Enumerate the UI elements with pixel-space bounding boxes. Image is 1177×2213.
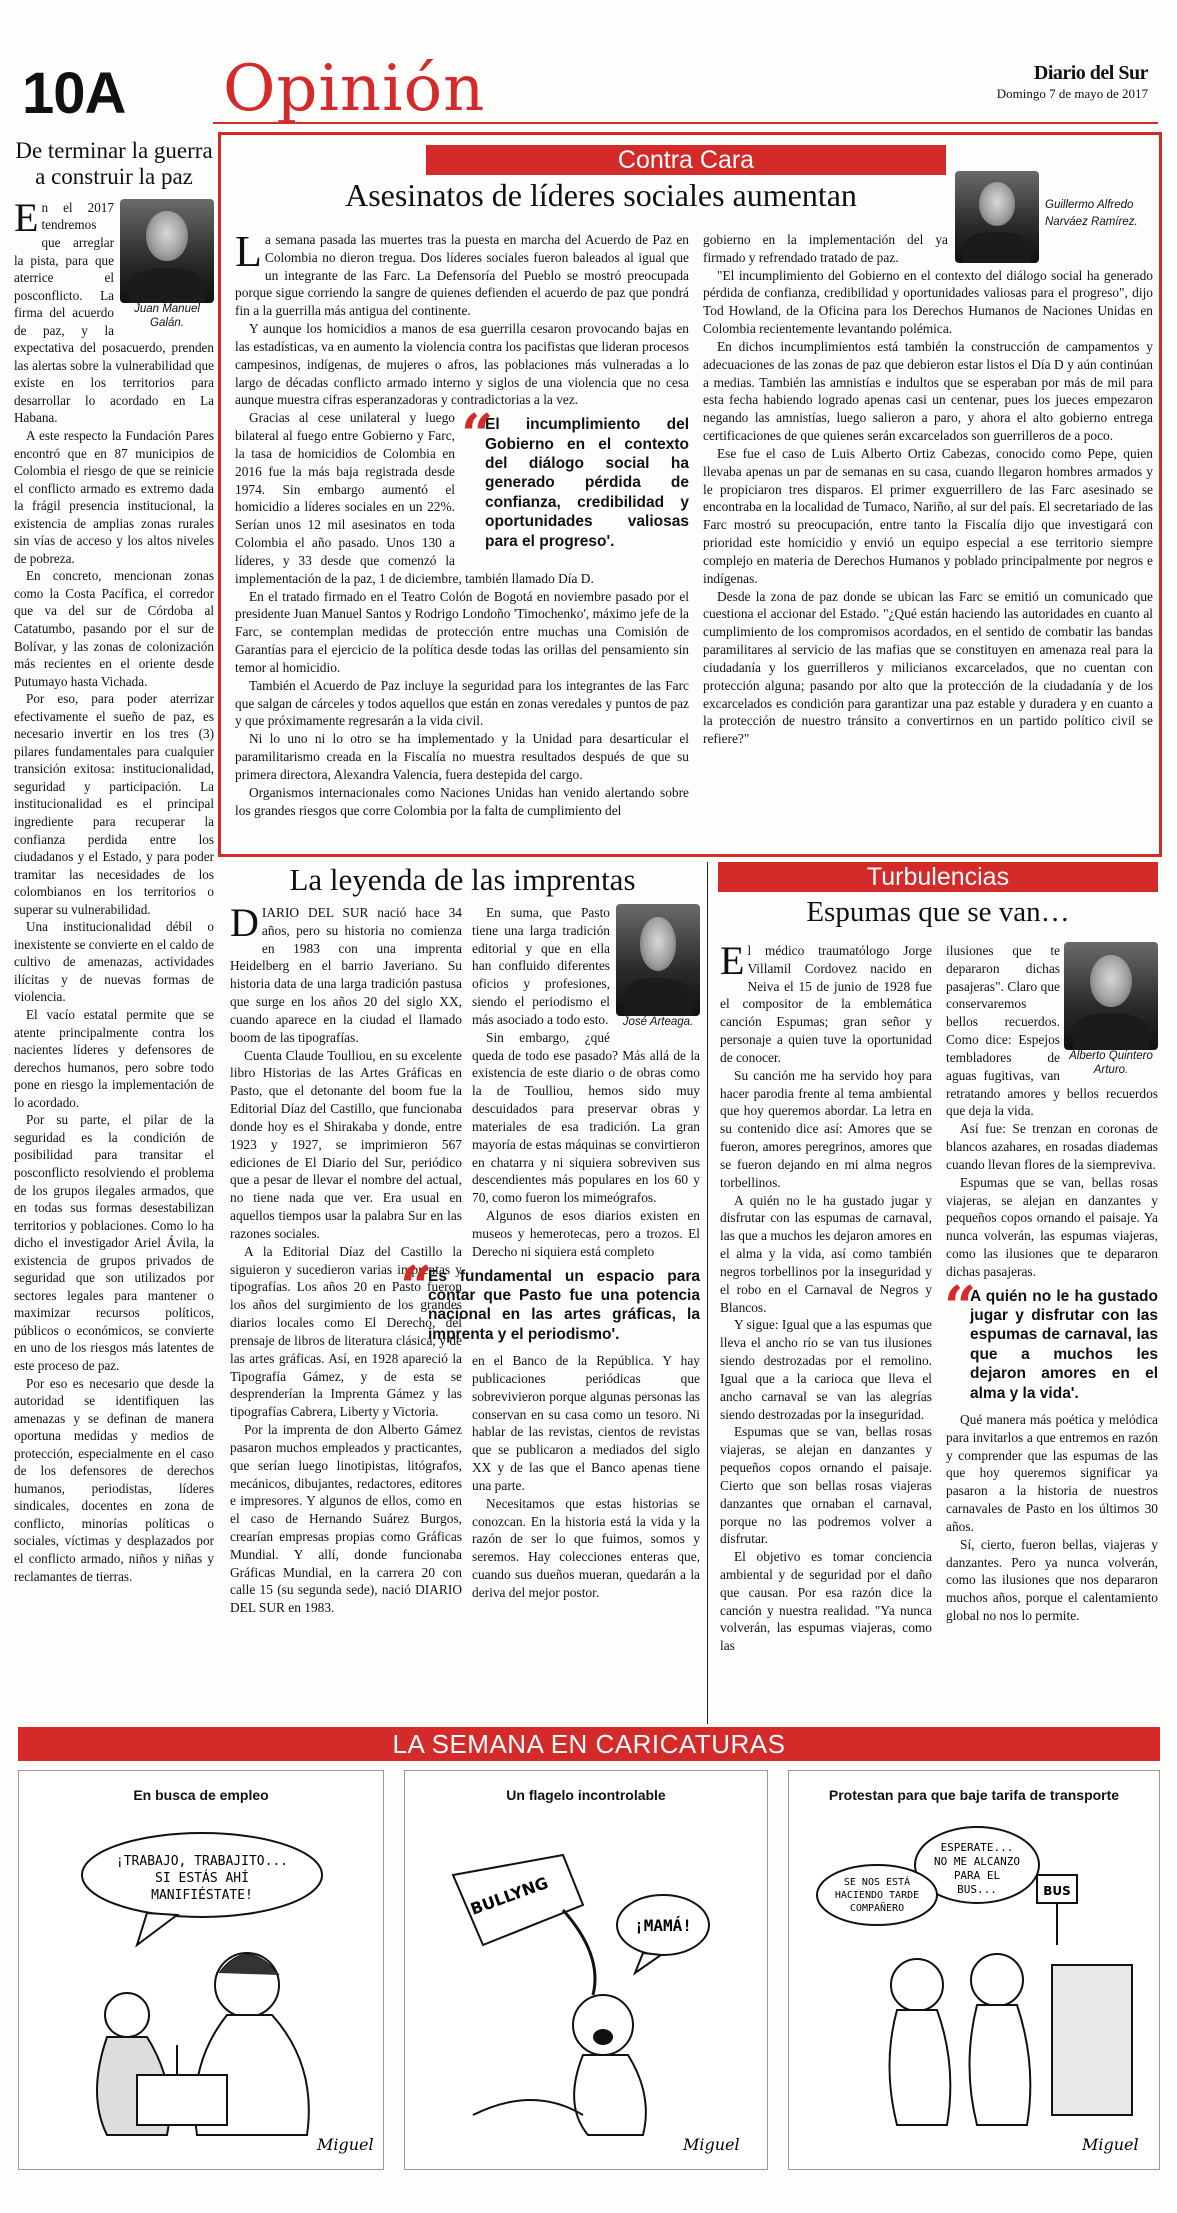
page-number: 10A [22,61,126,126]
speech-line: ¡MAMÁ! [634,1916,692,1935]
drop-cap: E [720,938,745,983]
article-title: La leyenda de las imprentas [289,862,636,897]
speech-line: MANIFIÉSTATE! [151,1888,253,1903]
cartoon-label: BULLYNG [467,1873,551,1919]
article-column-right [703,231,1153,851]
paragraph: Algunos de esos diarios existen en museos y hemerotecas, pero a trozos. El Derecho ni siquiera está completo [472,1208,700,1259]
paragraph: Cuenta Claude Toulliou, en su excelente libro Historias de las Artes Gráficas en Pasto, que el detonante del boom fue la Editorial Díaz del Castillo, que funcionaba donde hoy es el Shirakaba y donde, entre 1923 y 1927, se imprimieron 567 ediciones de El Diario del Sur, periódico que a pesar de llevar el nombre del actual, no tiene nada que ver. Era usual en aquellos tiempos usar la palabra Sur en las razones sociales. [230,1047,462,1241]
paragraph: El objetivo es tomar conciencia ambiental y de seguridad por el daño que causan. Por esa razón dice la canción y nuestra realidad. "Ya nunca volverán, las espumas viajeras, como las [720,1549,932,1654]
paragraph: Así fue: Se trenzan en coronas de blancos azahares, en rosadas diademas cuando llevan flores de la siempreviva. [946,1121,1158,1172]
cartoon-panel [18,1770,384,2170]
pull-quote-block [461,402,689,551]
cartoonist-signature: Miguel [683,2135,740,2154]
page-header [18,52,1158,130]
paragraph: l médico traumatólogo Jorge Villamil Cordovez nacido en Neiva el 15 de junio de 1928 fue el compositor de la emblemática canción Espumas; gran señor y personaje a quien tuve la oportunidad de conocer. [720,943,932,1065]
cartoon-title: Un flagelo incontrolable [506,1787,666,1803]
paragraph: Organismos internacionales como Naciones Unidas han venido alertando sobre los grandes riesgos que corre Colombia por la falta de cumplimiento del [235,784,689,818]
paragraph: También el Acuerdo de Paz incluye la seguridad para los integrantes de las Farc que salgan de cárceles y todos aquellos que están en zonas veredales y puntos de paz y que próximamente regresarán a la vida civil. [235,677,690,729]
publication-date: Domingo 7 de mayo de 2017 [996,86,1148,101]
paragraph: En el tratado firmado en el Teatro Colón de Bogotá en noviembre pasado por el presidente Juan Manuel Santos y Rodrigo Londoño 'Timochenko', máximo jefe de la Farc, se contemplan medidas de protección entre muchas una Comisión de Garantías para el ejercicio de la política desde todas las orillas del pensamiento sin temor al homicidio. [235,588,689,675]
section-banner: Turbulencias [718,862,1158,892]
paragraph: Por su parte, el pilar de la seguridad es la condición de posibilidad para transitar el posconflicto resolviendo el problema de los grupos ilegales armados, que en todas sus formas desestabilizan territorios y poblaciones. Como lo ha dicho el investigador Ariel Ávila, la existencia de grupos privados de seguridad que son utilizados por sectores legales para mantener o maximizar recursos políticos, públicos o económicos, se convierte en uno de los riesgos más latentes de este proceso de paz. [14,1112,214,1373]
author-photo [1064,942,1158,1050]
cartoons-strip [18,1770,1160,2200]
cartoon-drawing [27,1815,377,2165]
paragraph: Por eso, para poder aterrizar efectivamente el sueño de paz, es necesario invertir en los tres (3) pilares fundamentales para cualquier transición exitosa: institucionalidad, seguridad y participación. La institucionalidad es el principal ingrediente para recuperar la confianza perdida entre los ciudadanos y el Estado, y para poder tramitar las necesidades de los colombianos en los territorios o superar su vulnerabilidad. [14,691,214,917]
drop-cap: L [235,227,262,276]
cartoons-banner: LA SEMANA EN CARICATURAS [18,1727,1160,1761]
paragraph: Necesitamos que estas historias se conozcan. En la historia está la vida y la razón de ser lo que fuimos, somos y seremos. Hay colecciones enteras que, cuando sus dueños mueran, quedarán a la deriva del mejor postor. [472,1495,700,1600]
cartoon-drawing [797,1815,1153,2165]
author-photo-block [1064,942,1158,1078]
paragraph: A la Editorial Díaz del Castillo la siguieron y sucedieron varias imprentas y tipografías. Los años 20 en Pasto fueron los años del surgimiento de los grandes diarios locales como El Derecho, del prensaje de libros de literatura clásica, y de las artes gráficas. Así, en 1928 apareció la Tipografía Gámez, y de esta se desprenderían la Imprenta Gámez y las tipografías Cabrera, Liberty y Victoria. [230,1243,462,1420]
cartoonist-signature: Miguel [1082,2135,1139,2154]
paragraph: En dichos incumplimientos está también la construcción de campamentos y adecuaciones de las zonas de paz que debieron estar listos el Día D y aún continúan a medias. También las amnistías e indultos que se esperaban por más de mil para esta fecha habiendo logrado apenas casi un centenar, pues los jueces empezaron negando las amnistías, luego salieron a paro, y ahora el alto gobierno entrega certificaciones de que quienes serán excarcelados son guerrilleros de a poco. [703,338,1153,444]
paragraph: a semana pasada las muertes tras la puesta en marcha del Acuerdo de Paz en Colombia no dieron tregua. Dos líderes sociales fueron baleados al igual que un integrante de las Farc. La Defensoría del Pueblo se mostró preocupada porque sigue corriendo la sangre de quienes defienden el acuerdo de paz que pondrá fin a la guerrilla más antigua del continente. [235,232,689,319]
article-column-left [720,938,932,1718]
article-column-right [400,904,700,1716]
author-caption: José Arteaga. [622,1016,694,1028]
paragraph: Sí, cierto, fueron bellas, viajeras y danzantes. Pero ya nunca volverán, como las ilusiones que nos depararon muchos años, porque el calentamiento global no nos lo permite. [946,1536,1158,1624]
paragraph: gobierno en la implementación del ya firmado y refrendado tratado de paz. [703,232,948,265]
contra-cara-section [218,132,1162,857]
bus-sign: BUS [1043,1884,1071,1898]
article-title: Espumas que se van… [806,896,1070,928]
paragraph: "El incumplimiento del Gobierno en el contexto del diálogo social ha generado pérdida de confianza, credibilidad y oportunidades valiosas para el progreso", dijo Tod Howland, de la Oficina para los Derechos Humanos de Naciones Unidas en Colombia recientemente levantando polémica. [703,267,1153,337]
paragraph: Desde la zona de paz donde se ubican las Farc se emitió un comunicado que cuestiona el accionar del Estado. "¿Qué están haciendo las autoridades en cuanto al cumplimiento de los compromisos acordados, en el sentido de combatir las bandas paramilitares al servicio de las mafias que se constituyen en amenaza real para la ciudadanía y los guerrilleros y milicianos excarcelados, que no cuentan con protección alguna; pasando por alto que la protección de la ciudadanía y de los excarcelados es condición para garantizar una paz estable y duradera y en cuanto a la protección de nuestro tránsito a convertirnos en un partido político civil se refiere?" [703,588,1153,747]
paragraph: Ese fue el caso de Luis Alberto Ortiz Cabezas, conocido como Pepe, quien llevaba apenas un par de semanas en su casa, cuando llegaron hombres armados y le propiciaron tres disparos. El primer exguerrillero de las Farc asesinado se encontraba en la localidad de Tumaco, Nariño, al sur del país. El secretariado de las Farc mostró su preocupación, entre tanto la Fiscalía dijo que investigará con prioridad este homicidio y envió un equipo especial a ese territorio siempre complejo en materia de Derechos Humanos y poblado principalmente por negros e indígenas. [703,445,1153,586]
author-photo [616,904,700,1016]
author-photo [120,199,214,303]
paragraph: Espumas que se van, bellas rosas viajeras, se alejan en danzantes y pequeños copos ornando el paisaje. Ya nunca volverán, las espumas viajeras, como las ilusiones que te depararon dichas pasajeras. [946,1174,1158,1279]
paragraph: n el 2017 tendremos que arreglar la pista, para que aterrice el posconflicto. La firma del acuerdo de paz, y la expectativa del posacuerdo, prenden las alertas sobre la vulnerabilidad que existe en los territorios para desarrollar lo acordado en La Habana. [14,199,214,426]
paragraph: Por la imprenta de don Alberto Gámez pasaron muchos empleados y practicantes, que serían luego linotipistas, litógrafos, mecánicos, dibujantes, redactores, editores e impresores. Y algunos de ellos, como en el caso de Hernando Suárez Burgos, crearían empresas propias como Gráficas Mundial. Y allí, donde funcionaba Gráficas Mundial, en la carrera 20 con calle 15 (su segunda sede), nació DIARIO DEL SUR en 1983. [230,1422,462,1616]
speech-line: SE NOS ESTÁ [843,1877,911,1888]
header-rule [213,122,1158,124]
article-title: De terminar la guerra a construir la paz [15,138,213,190]
newspaper-name: Diario del Sur [1033,62,1148,84]
cartoon-panel [788,1770,1160,2170]
speech-line: HACIENDO TARDE [834,1890,920,1901]
cartoon-panel [404,1770,768,2170]
turbulencias-section [714,862,1162,1724]
pull-quote [400,1253,700,1345]
speech-line: SI ESTÁS AHÍ [155,1871,249,1886]
paragraph: en el Banco de la República. Y hay publicaciones periódicas que sobrevivieron porque algunas personas las conservan en su casa como un tesoro. Ni hablar de las revistas, cientos de revistas que se publicaron a mediados del siglo XX y de las que el Banco apenas tiene una parte. [472,1353,700,1493]
speech-line: NO ME ALCANZO [933,1855,1021,1868]
cartoonist-signature: Miguel [317,2135,374,2154]
drop-cap: D [230,900,259,945]
article-column-right [946,942,1158,1718]
drop-cap: E [14,194,39,240]
speech-line: COMPAÑERO [849,1903,905,1914]
paragraph: Y sigue: Igual que a las espumas que lleva el ancho río se van tus ilusiones siendo destrozadas por el remolino. Igual que a la carioca que lleva el ancho carnaval se van las alegrías siendo destrozadas por la inseguridad. [720,1317,932,1422]
quote-mark-icon: “ [400,1253,433,1320]
paragraph: Gracias al cese unilateral y luego bilateral al fuego entre Gobierno y Farc, la tasa de homicidios de Colombia en 2016 fue la más baja registrada desde 1974. Sin embargo aumentó el homicidio a líderes sociales en un 22%. Serían unos 12 mil asesinatos en toda Colombia el año pasado. Unos 130 a líderes, y 33 desde que comenzó la implementación de la paz, 1 de diciembre, también llamado Día D. [235,410,594,586]
paragraph: A quién no le ha gustado jugar y disfrutar con las espumas de carnaval, las que a muchos les dejaron amores en el alma y la vida, así como también negros torbellinos por la inseguridad y el robo en el Carnaval de Negros y Blancos. [720,1192,932,1315]
paragraph: ilusiones que te depararon dichas pasajeras". Claro que conservaremos bellos recuerdos. Como dice: Espejos tembladores de aguas fugitivas, van retratando amores y bellos recuerdos que deja la vida. [946,943,1158,1119]
quote-mark-icon: “ [944,1273,977,1340]
speech-line: ESPERATE... [940,1841,1014,1854]
paragraph: En suma, que Pasto tiene una larga tradición editorial y que en ella han confluido diferentes oficios y profesiones, siendo el periodismo el más asociado a todo esto. [472,905,610,1027]
author-caption: Guillermo Alfredo Narváez Ramírez. [1045,199,1138,228]
column-galan [14,138,214,1723]
paragraph: Ni lo uno ni lo otro se ha implementado y la Unidad para desarticular el paramilitarismo creada en la Fiscalía no muestra resultados después de que su primera directora, Alexandra Valencia, fuera destepida del cargo. [235,731,689,782]
speech-line: PARA EL [953,1869,1001,1882]
author-photo-block [120,199,214,331]
pull-quote-text: El incumplimiento del Gobierno en el contexto del diálogo social ha generado pérdida de confianza, credibilidad y oportunidades valiosas para el progreso'. [485,416,689,550]
cartoon-drawing [413,1815,761,2165]
author-caption: Alberto Quintero Arturo. [1069,1050,1153,1076]
paragraph: Por eso es necesario que desde la autoridad se identifiquen las amenazas y se definan de manera oportuna medidas y medios de protección, especialmente en el caso de los defensores de derechos humanos, periodistas, líderes sindicales, docentes en zona de conflicto, minorías políticas o sociales, víctimas y desplazados por el conflicto armado, niños y niñas y reclamantes de tierras. [14,1375,214,1584]
section-banner: Contra Cara [426,145,946,175]
pull-quote [944,1273,1158,1403]
paragraph: IARIO DEL SUR nació hace 34 años, pero su historia no comienza en 1983 con una imprenta Heidelberg en el barrio Javeriano. Su historia data de una larga tradición pastusa que surge en los años 20 del siglo XX, cuando aparece en la ciudad el llamado boom de las tipografías. [230,905,462,1045]
pull-quote [461,402,689,551]
paragraph: En concreto, mencionan zonas como la Costa Pacífica, el corredor que va del sur de Córdoba al Catatumbo, pasando por el sur de Bolívar, y las zonas de colonización más recientes en el oriente desde Putumayo hasta Vichada. [14,568,214,689]
cartoon-title: Protestan para que baje tarifa de transporte [828,1787,1120,1803]
article-title: Asesinatos de líderes sociales aumentan [345,177,857,213]
speech-line: BUS... [957,1883,997,1896]
pull-quote-text: A quién no le ha gustado jugar y disfrutar con las espumas de carnaval, las que a muchos les dejaron amores en el alma y la vida'. [970,1287,1158,1402]
pull-quote-text: Es fundamental un espacio para contar que Pasto fue una potencia nacional en las artes gráficas, la imprenta y el periodismo'. [428,1267,700,1343]
paragraph: Qué manera más poética y melódica para invitarlos a que entremos en razón y comprender que las espumas de las que hoy queremos significar ya pasaron a la historia de nuestros carnavales de Pasto en los últimos 30 años. [946,1411,1158,1534]
paragraph: Y aunque los homicidios a manos de esa guerrilla cesaron provocando bajas en las estadísticas, va en aumento la violencia contra los pacifistas que lideran procesos campesinos, indígenas, de mujeres o afros, las poblaciones más vulneradas a lo largo de décadas conflicto armado interno y siglos de una violencia que no cesa aunque muestra cifras esperanzadoras y contradictorias a la vez. [235,321,689,408]
paragraph: Sin embargo, ¿qué queda de todo ese pasado? Más allá de la existencia de este diario o de obras como la de Toulliou, hemos sido muy descuidados para preservar obras y materiales de esa tradición. La gran mayoría de estas máquinas se convirtieron en chatarra y ni siquiera sobreviven sus descendientes más populares en los 60 y 70, como fueron los mimeógrafos. [472,1029,700,1206]
article-column-left [235,227,690,851]
imprentas-section [218,862,708,1724]
author-caption: Juan Manuel Galán. [134,302,200,329]
speech-line: ¡TRABAJO, TRABAJITO... [115,1854,289,1869]
paragraph: Una institucionalidad débil o inexistente se convierte en el caldo de cultivo de amenazas, actividades ilícitas y de nuevas formas de violencia. [14,919,214,1005]
paragraph: A este respecto la Fundación Pares encontró que en 87 municipios de Colombia el riesgo de que se reinicie el conflicto armado es extremo dada la frágil presencia institucional, la existencia de amplias zonas rurales sin vías de acceso y los altos niveles de pobreza. [14,427,214,566]
paragraph: El vacío estatal permite que se atente principalmente contra los nacientes líderes y defensores de derechos humanos, pero sobre todo pone en riesgo la implementación de lo acordado. [14,1007,214,1110]
author-photo-block [616,904,700,1030]
cartoon-title: En busca de empleo [133,1787,269,1803]
section-title: Opinión [223,52,486,126]
paragraph: Su canción me ha servido hoy para hacer parodia frente al tema ambiental que hoy queremos abordar. La letra en su contenido dice así: Amores que se fueron, amores peregrinos, amores que se fueron dejando en mi alma negros torbellinos. [720,1067,932,1190]
paragraph: Espumas que se van, bellas rosas viajeras, se alejan en danzantes y pequeños copos ornando el paisaje. Cierto que son bellas rosas viajeras danzantes que ornaban el carnaval, porque no las podremos volver a disfrutar. [720,1424,932,1547]
quote-mark-icon: “ [461,402,494,469]
